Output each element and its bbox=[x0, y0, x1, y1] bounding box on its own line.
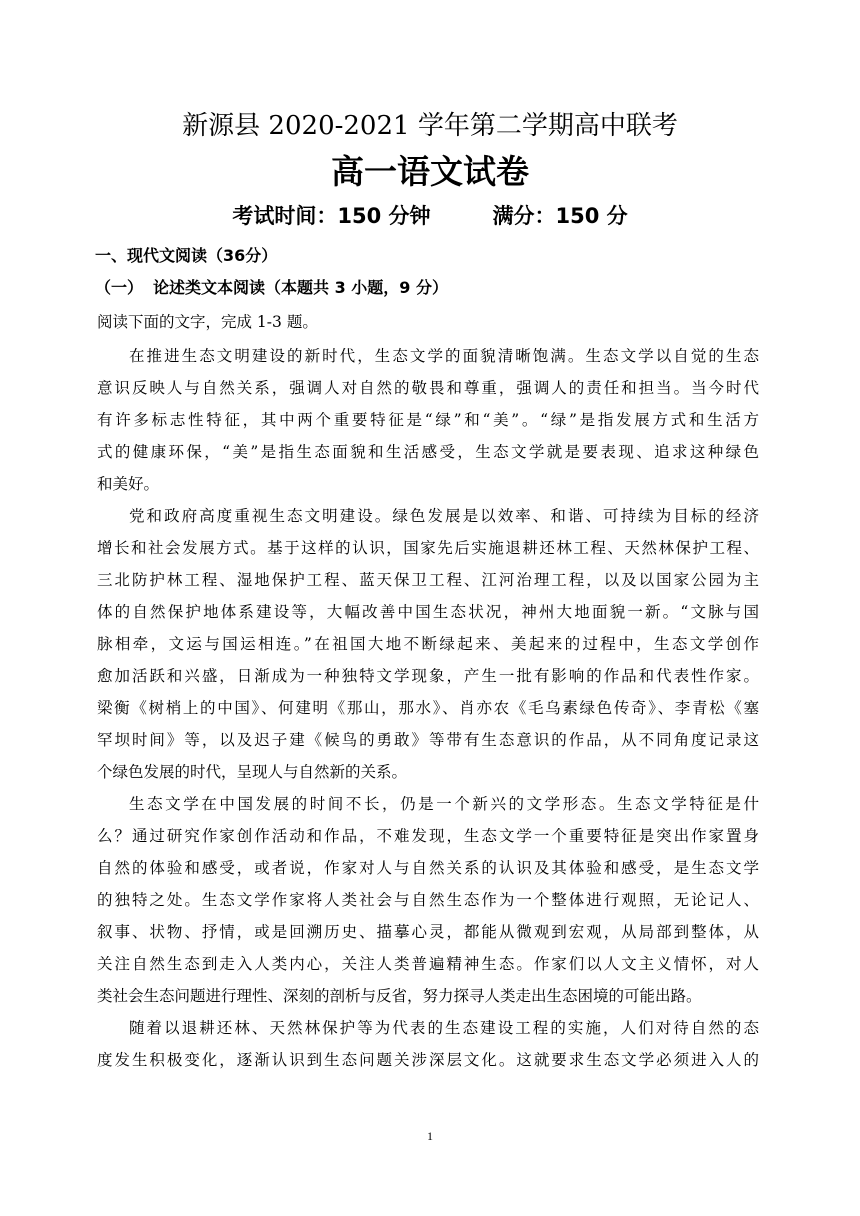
passage-line: 随着以退耕还林、天然林保护等为代表的生态建设工程的实施，人们对待自然的态 bbox=[129, 1019, 759, 1037]
passage-line: 在推进生态文明建设的新时代，生态文学的面貌清晰饱满。生态文学以自觉的生态 bbox=[129, 347, 759, 365]
passage-line: 有许多标志性特征，其中两个重要特征是“绿”和“美”。“绿”是指发展方式和生活方 bbox=[97, 411, 759, 429]
passage-line: 体的自然保护地体系建设等，大幅改善中国生态状况，神州大地面貌一新。“文脉与国 bbox=[97, 603, 759, 621]
passage-line: 罕坝时间》等，以及迟子建《候鸟的勇敢》等带有生态意识的作品，从不同角度记录这 bbox=[97, 731, 759, 749]
passage-line: 的独特之处。生态文学作家将人类社会与自然生态作为一个整体进行观照，无论记人、 bbox=[97, 891, 759, 909]
passage-line: 和美好。 bbox=[97, 475, 160, 493]
subsection-heading bbox=[95, 274, 448, 302]
reading-instruction: 阅读下面的文字，完成 1-3 题。 bbox=[97, 313, 318, 331]
passage-line: 党和政府高度重视生态文明建设。绿色发展是以效率、和谐、可持续为目标的经济 bbox=[129, 507, 759, 525]
passage-line: 类社会生态问题进行理性、深刻的剖析与反省，努力探寻人类走出生态困境的可能出路。 bbox=[97, 987, 702, 1005]
passage-line: 个绿色发展的时代，呈现人与自然新的关系。 bbox=[97, 763, 408, 781]
full-score: 满分：150 分 bbox=[492, 204, 628, 228]
exam-title: 新源县 2020-2021 学年第二学期高中联考 bbox=[182, 111, 678, 141]
passage-line: 愈加活跃和兴盛，日渐成为一种独特文学现象，产生一批有影响的作品和代表性作家。 bbox=[97, 667, 759, 685]
passage-line: 度发生积极变化，逐渐认识到生态问题关涉深层文化。这就要求生态文学必须进入人的 bbox=[97, 1051, 759, 1069]
passage-line: 式的健康环保，“美”是指生态面貌和生活感受，生态文学就是要表现、追求这种绿色 bbox=[97, 443, 759, 461]
exam-info bbox=[0, 199, 860, 233]
passage bbox=[97, 340, 759, 1076]
passage-line: 叙事、状物、抒情，或是回溯历史、描摹心灵，都能从微观到宏观，从局部到整体，从 bbox=[97, 923, 759, 941]
section-heading: 一、现代文阅读（36分） bbox=[95, 246, 278, 265]
page-number: 1 bbox=[427, 1129, 433, 1143]
exam-time: 考试时间：150 分钟 bbox=[232, 204, 431, 228]
paper-title: 高一语文试卷 bbox=[331, 152, 529, 191]
passage-line: 意识反映人与自然关系，强调人对自然的敬畏和尊重，强调人的责任和担当。当今时代 bbox=[97, 379, 759, 397]
passage-line: 脉相牵，文运与国运相连。”在祖国大地不断绿起来、美起来的过程中，生态文学创作 bbox=[97, 635, 759, 653]
passage-line: 么？通过研究作家创作活动和作品，不难发现，生态文学一个重要特征是突出作家置身 bbox=[97, 827, 759, 845]
passage-line: 生态文学在中国发展的时间不长，仍是一个新兴的文学形态。生态文学特征是什 bbox=[129, 795, 759, 813]
passage-line: 梁衡《树梢上的中国》、何建明《那山，那水》、肖亦农《毛乌素绿色传奇》、李青松《塞 bbox=[97, 699, 759, 717]
subsection-label: （一） bbox=[95, 278, 144, 297]
passage-line: 增长和社会发展方式。基于这样的认识，国家先后实施退耕还林工程、天然林保护工程、 bbox=[97, 539, 759, 557]
passage-line: 三北防护林工程、湿地保护工程、蓝天保卫工程、江河治理工程，以及以国家公园为主 bbox=[97, 571, 759, 589]
subsection-title: 论述类文本阅读（本题共 3 小题，9 分） bbox=[153, 278, 448, 297]
passage-line: 关注自然生态到走入人类内心，关注人类普遍精神生态。作家们以人文主义情怀，对人 bbox=[97, 955, 759, 973]
passage-line: 自然的体验和感受，或者说，作家对人与自然关系的认识及其体验和感受，是生态文学 bbox=[97, 859, 759, 877]
